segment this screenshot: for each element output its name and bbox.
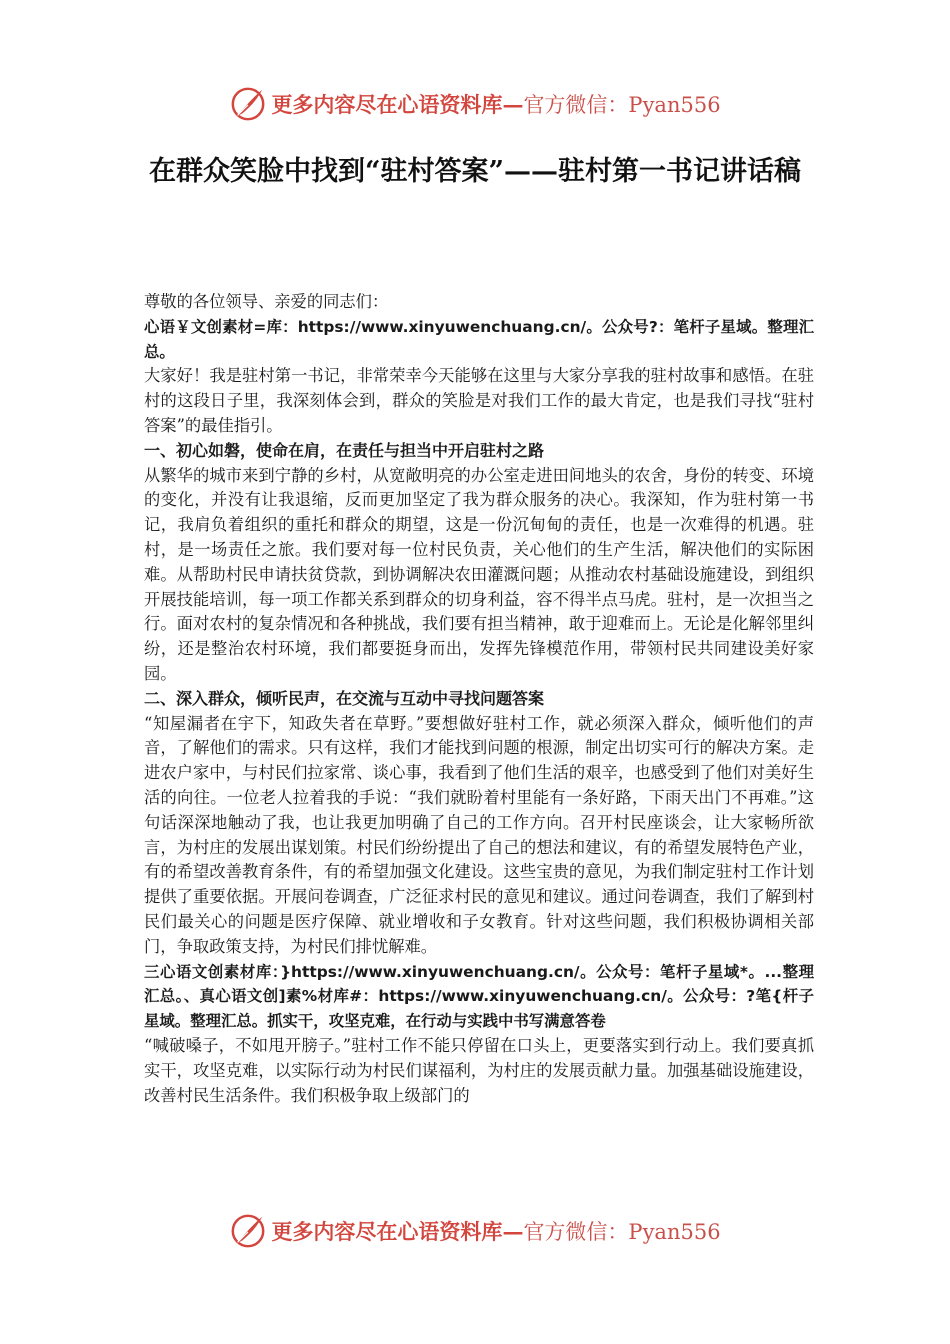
banner-dash: — [502, 1219, 524, 1244]
banner-wechat-text: 官方微信：Pyan556 [523, 1220, 721, 1244]
section-3-paragraph: “喊破嗓子，不如甩开膀子。”驻村工作不能只停留在口头上，更要落实到行动上。我们要真抓实干，攻坚克难，以实际行动为村民们谋福利，为村庄的发展贡献力量。加强基础设施建设，改善村民生活条件。我们积极争取上级部门的 [144, 1035, 814, 1105]
document-title: 在群众笑脸中找到“驻村答案”——驻村第一书记讲话稿 [148, 156, 802, 187]
intro-paragraph: 大家好！我是驻村第一书记，非常荣幸今天能够在这里与大家分享我的驻村故事和感悟。在驻村的这段日子里，我深刻体会到，群众的笑脸是对我们工作的最大肯定，也是我们寻找“驻村答案”的最佳指引。 [144, 366, 814, 435]
banner-text [271, 1216, 720, 1246]
section-1-paragraph: 从繁华的城市来到宁静的乡村，从宽敞明亮的办公室走进田间地头的农舍，身份的转变、环境的变化，并没有让我退缩，反而更加坚定了我为群众服务的决心。我深知，作为驻村第一书记，我肩负着组织的重托和群众的期望，这是一份沉甸甸的责任，也是一次难得的机遇。驻村，是一场责任之旅。我们要对每一位村民负责，关心他们的生产生活，解决他们的实际困难。从帮助村民申请扶贫贷款，到协调解决农田灌溉问题；从推动农村基础设施建设，到组织开展技能培训，每一项工作都关系到群众的切身利益，容不得半点马虎。驻村，是一次担当之行。面对农村的复杂情况和各种挑战，我们要有担当精神，敢于迎难而上。无论是化解邻里纠纷，还是整治农村环境，我们都要挺身而出，发挥先锋模范作用，带领村民共同建设美好家园。 [144, 465, 814, 683]
banner-main-text: 更多内容尽在心语资料库 [271, 92, 503, 117]
footer-banner [0, 1209, 950, 1253]
quill-pen-logo-icon [229, 1212, 267, 1250]
source-note-1: 心语￥文创素材=库：https://www.xinyuwenchuang.cn/。公众号?：笔杆子星域。整理汇总。 [144, 317, 814, 361]
section-2-paragraph: “知屋漏者在宇下，知政失者在草野。”要想做好驻村工作，就必须深入群众，倾听他们的声音，了解他们的需求。只有这样，我们才能找到问题的根源，制定出切实可行的解决方案。走进农户家中，与村民们拉家常、谈心事，我看到了他们生活的艰辛，也感受到了他们对美好生活的向往。一位老人拉着我的手说：“我们就盼着村里能有一条好路，下雨天出门不再难。”这句话深深地触动了我，也让我更加明确了自己的工作方向。召开村民座谈会，让大家畅所欲言，为村庄的发展出谋划策。村民们纷纷提出了自己的想法和建议，有的希望发展特色产业，有的希望改善教育条件，有的希望加强文化建设。这些宝贵的意见，为我们制定驻村工作计划提供了重要依据。开展问卷调查，广泛征求村民的意见和建议。通过问卷调查，我们了解到村民们最关心的问题是医疗保障、就业增收和子女教育。针对这些问题，我们积极协调相关部门，争取政策支持，为村民们排忧解难。 [144, 713, 814, 956]
source-note-2: 三心语文创素材库：}https://www.xinyuwenchuang.cn/。公众号：笔杆子星域*。...整理汇总。、真心语文创]素%材库#：https://www.xinyuwenchuang.cn/。公众号：?笔{杆子星域。整理汇总。抓实干，攻坚克难，在行动与实践中书写满意答卷 [144, 962, 814, 1031]
banner-text [271, 89, 720, 119]
banner-wechat-text: 官方微信：Pyan556 [523, 93, 721, 117]
greeting-paragraph: 尊敬的各位领导、亲爱的同志们： [144, 292, 389, 311]
banner-main-text: 更多内容尽在心语资料库 [271, 1219, 503, 1244]
header-banner [0, 82, 950, 126]
section-heading-2: 二、深入群众，倾听民声，在交流与互动中寻找问题答案 [144, 688, 545, 708]
section-heading-1: 一、初心如磐，使命在肩，在责任与担当中开启驻村之路 [144, 440, 545, 460]
banner-dash: — [502, 92, 524, 117]
quill-pen-logo-icon [229, 85, 267, 123]
document-body [144, 290, 814, 1108]
